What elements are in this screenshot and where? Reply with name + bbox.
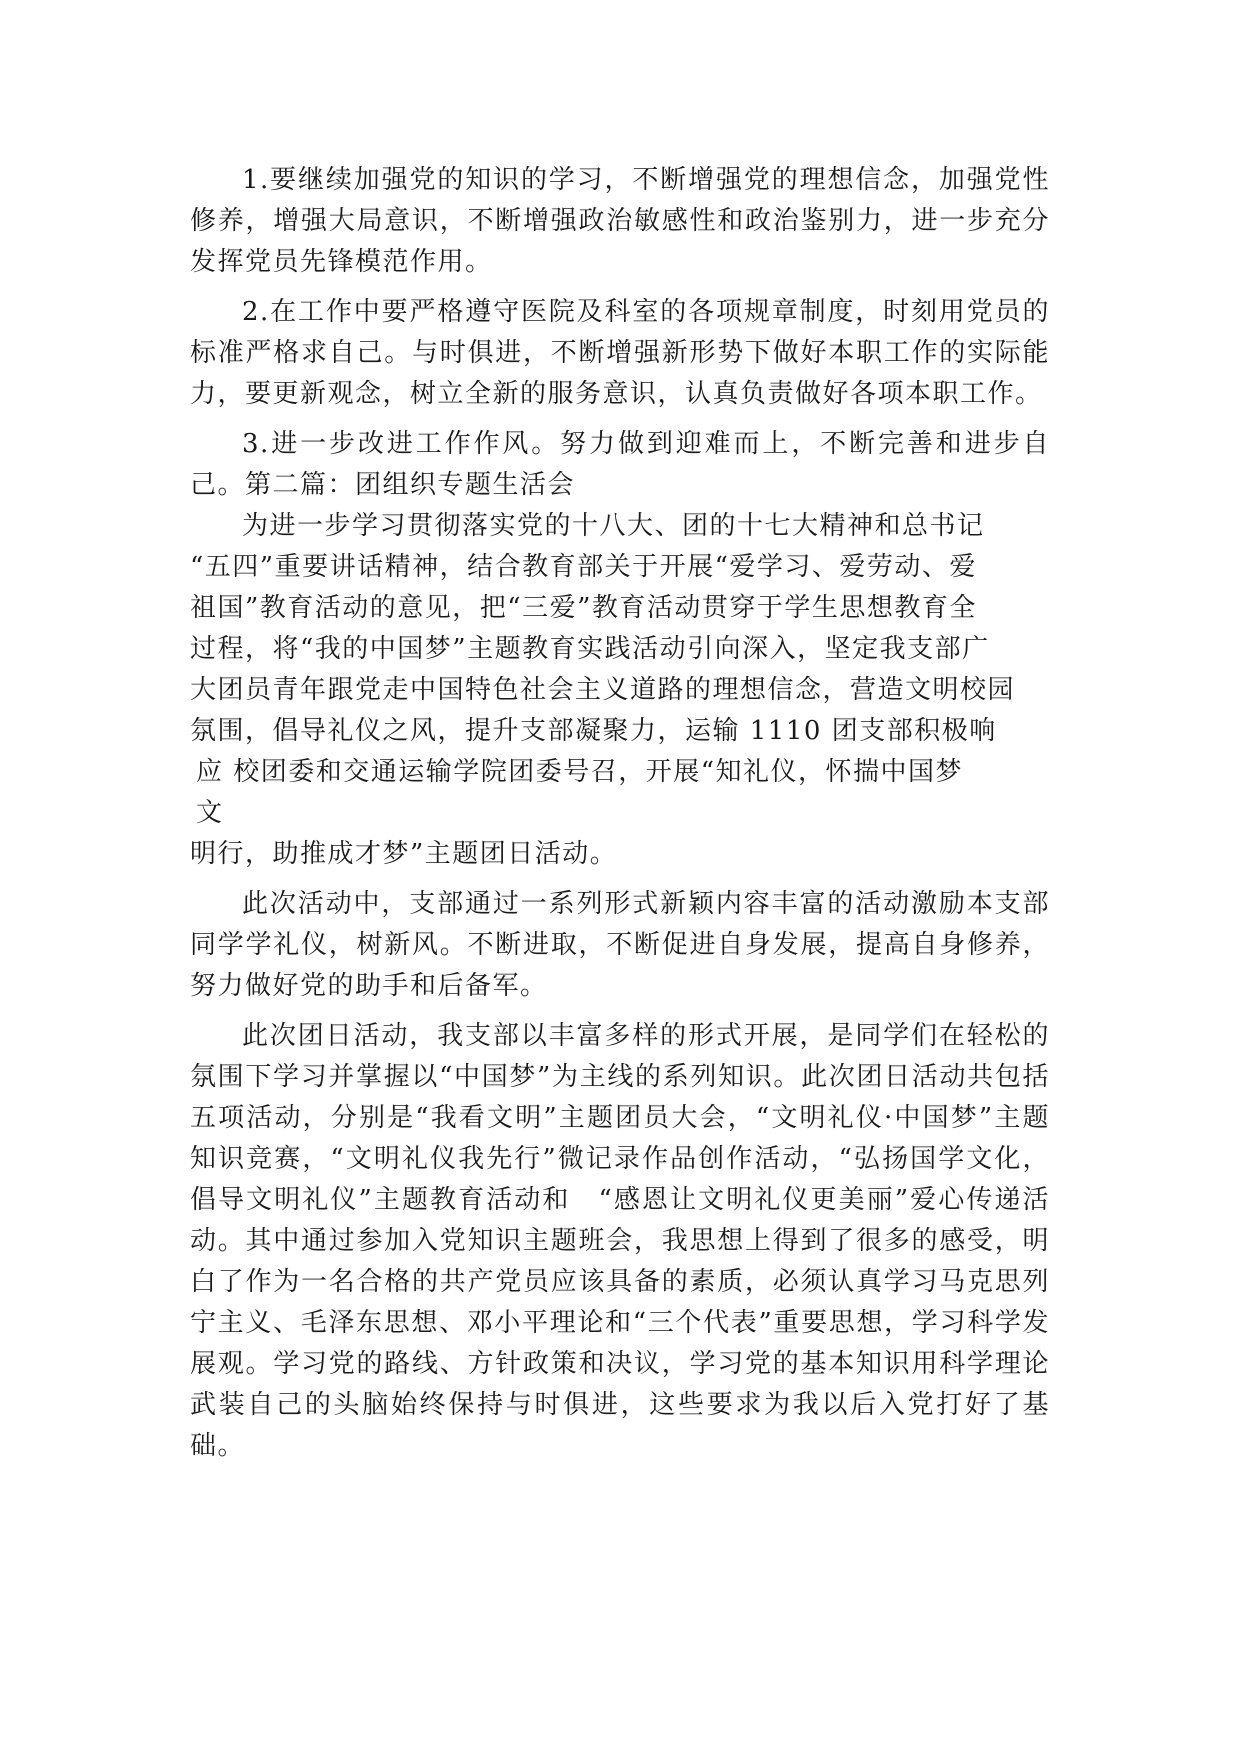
paragraph-4-line: 为进一步学习贯彻落实党的十八大、团的十七大精神和总书记: [242, 511, 985, 541]
paragraph-6: 此次团日活动，我支部以丰富多样的形式开展，是同学们在轻松的氛围下学习并掌握以“中国梦”为主线的系列知识。此次团日活动共包括五项活动，分别是“我看文明”主题团员大会，“文明礼仪·中国梦”主题知识竞赛，“文明礼仪我先行”微记录作品创作活动，“弘扬国学文化，倡导文明礼仪”主题教育活动和 “感恩让文明礼仪更美丽”爱心传递活动。其中通过参加入党知识主题班会，我思想上得到了很多的感受，明白了作为一名合格的共产党员应该具备的素质，必须认真学习马克思列宁主义、毛泽东思想、邓小平理论和“三个代表”重要思想，学习科学发展观。学习党的路线、方针政策和决议，学习党的基本知识用科学理论武装自己的头脑始终保持与时俱进，这些要求为我以后入党打好了基础。: [190, 1021, 1050, 1461]
paragraph-4-line: 祖国”教育活动的意见，把“三爱”教育活动贯穿于学生思想教育全: [190, 593, 977, 623]
paragraph-4-line: 过程，将“我的中国梦”主题教育实践活动引向深入，坚定我支部广: [190, 634, 990, 664]
paragraph-4-line: 大团员青年跟党走中国特色社会主义道路的理想信念，营造文明校园: [190, 675, 1016, 705]
document-page: [190, 160, 1050, 1476]
paragraph-4-line: 氛围，倡导礼仪之风，提升支部凝聚力，运输 1110 团支部积极响: [190, 716, 997, 746]
paragraph-5: 此次活动中，支部通过一系列形式新颖内容丰富的活动激励本支部同学学礼仪，树新风。不断进取，不断促进自身发展，提高自身修养，努力做好党的助手和后备军。: [190, 889, 1050, 1001]
paragraph-4-line: 明行，助推成才梦”主题团日活动。: [190, 839, 618, 869]
paragraph-4-block: [190, 506, 1050, 875]
paragraph-4-line: 应 校团委和交通运输学院团委号召，开展“知礼仪，怀揣中国梦: [196, 757, 964, 787]
paragraph-1: 1.要继续加强党的知识的学习，不断增强党的理想信念，加强党性修养，增强大局意识，不断增强政治敏感性和政治鉴别力，进一步充分发挥党员先锋模范作用。: [190, 165, 1050, 277]
paragraph-4-line: 文: [196, 798, 224, 828]
paragraph-3: 3.进一步改进工作作风。努力做到迎难而上，不断完善和进步自己。第二篇：团组织专题生活会: [190, 429, 1050, 500]
paragraph-4-line: “五四”重要讲话精神，结合教育部关于开展“爱学习、爱劳动、爱: [190, 552, 977, 582]
paragraph-2: 2.在工作中要严格遵守医院及科室的各项规章制度，时刻用党员的标准严格求自己。与时俱进，不断增强新形势下做好本职工作的实际能力，要更新观念，树立全新的服务意识，认真负责做好各项本职工作。: [190, 297, 1050, 409]
